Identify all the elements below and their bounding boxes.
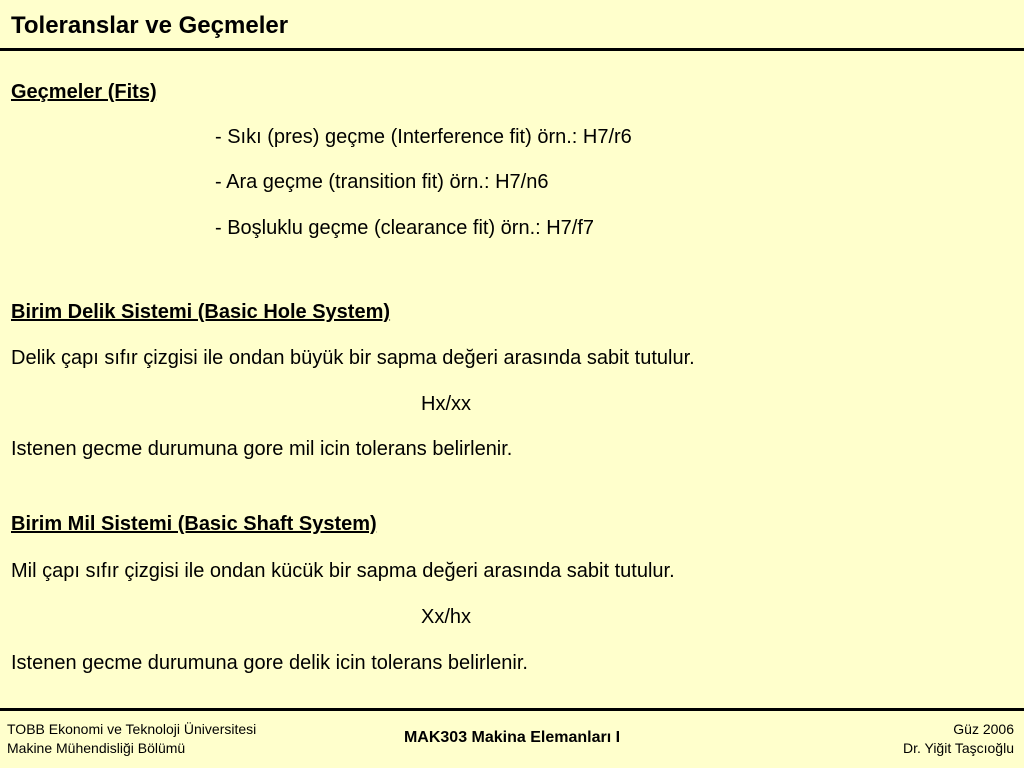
slide-title: Toleranslar ve Geçmeler	[11, 12, 289, 39]
hole-system-notation: Hx/xx	[421, 393, 471, 415]
title-divider	[0, 48, 1024, 51]
hole-system-description: Delik çapı sıfır çizgisi ile ondan büyük bir sapma değeri arasında sabit tutulur.	[11, 347, 695, 369]
footer-course: MAK303 Makina Elemanları I	[403, 729, 621, 746]
footer-instructor: Dr. Yiğit Taşcıoğlu	[902, 740, 1014, 756]
fit-item-clearance: - Boşluklu geçme (clearance fit) örn.: H7/f7	[215, 217, 595, 239]
shaft-system-note: Istenen gecme durumuna gore delik icin tolerans belirlenir.	[11, 652, 528, 674]
shaft-system-description: Mil çapı sıfır çizgisi ile ondan kücük bir sapma değeri arasında sabit tutulur.	[11, 560, 675, 582]
footer-university: TOBB Ekonomi ve Teknoloji Üniversitesi	[7, 721, 257, 737]
fits-heading: Geçmeler (Fits)	[11, 81, 157, 103]
shaft-system-heading: Birim Mil Sistemi (Basic Shaft System)	[11, 513, 377, 535]
footer-semester: Güz 2006	[953, 721, 1014, 737]
footer-divider	[0, 708, 1024, 711]
hole-system-heading: Birim Delik Sistemi (Basic Hole System)	[11, 301, 391, 323]
shaft-system-notation: Xx/hx	[421, 606, 472, 628]
footer-department: Makine Mühendisliği Bölümü	[7, 740, 186, 756]
hole-system-note: Istenen gecme durumuna gore mil icin tolerans belirlenir.	[11, 438, 513, 460]
fit-item-transition: - Ara geçme (transition fit) örn.: H7/n6	[215, 171, 549, 193]
fit-item-interference: - Sıkı (pres) geçme (Interference fit) örn.: H7/r6	[215, 126, 632, 148]
